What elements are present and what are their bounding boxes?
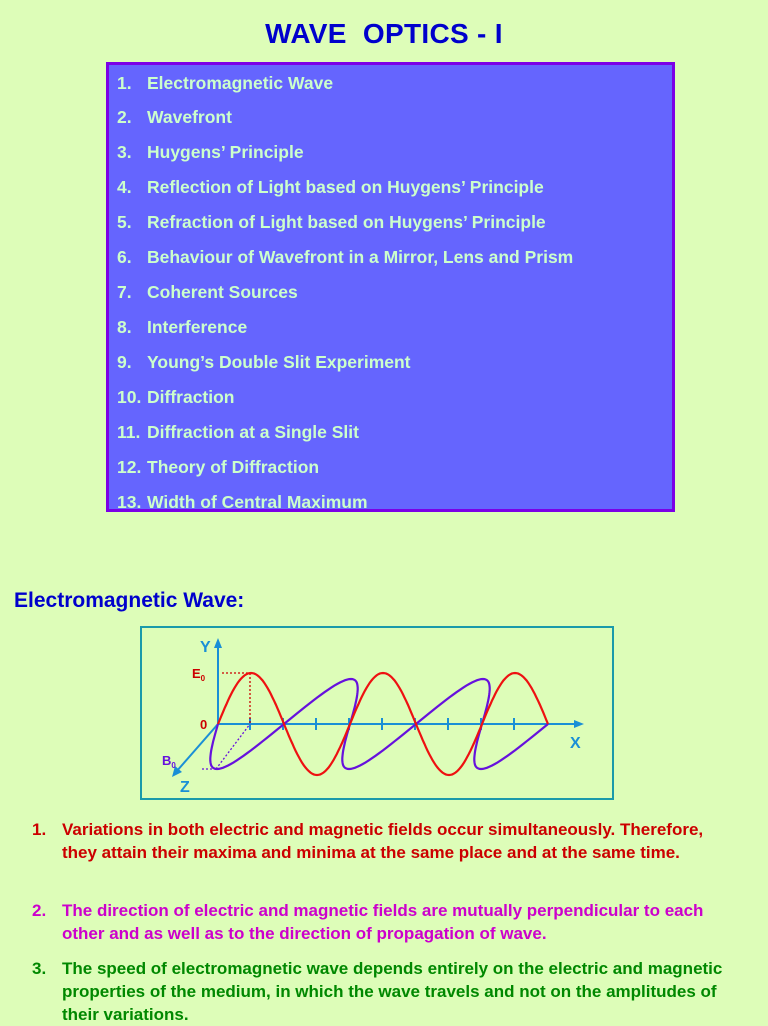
- x-axis-arrow: [574, 720, 584, 728]
- page-title: WAVE OPTICS - I: [265, 18, 503, 49]
- em-wave-svg: [142, 628, 612, 798]
- property-text: Variations in both electric and magnetic fields occur simultaneously. Therefore, they attain their maxima and minima at the same place and at the same time.: [62, 820, 704, 862]
- topic-item: [117, 280, 298, 304]
- topic-number: 8.: [117, 317, 132, 337]
- topic-number: 9.: [117, 352, 132, 372]
- electric-amplitude-label: $E_0$: [192, 666, 206, 683]
- topic-item: [117, 71, 333, 95]
- property-item: [32, 899, 738, 945]
- property-number: 2.: [32, 901, 47, 920]
- topic-item: [117, 490, 368, 514]
- topic-list: [106, 62, 675, 512]
- property-text: The speed of electromagnetic wave depends entirely on the electric and magnetic properties of the medium, in which the wave travels and not on the amplitudes of their variations.: [62, 959, 723, 1024]
- topic-label: Coherent Sources: [147, 282, 298, 302]
- topic-item: [117, 315, 247, 339]
- topic-label: Huygens’ Principle: [147, 142, 304, 162]
- y-axis-arrow: [214, 638, 222, 648]
- topic-label: Behaviour of Wavefront in a Mirror, Lens and Prism: [147, 247, 574, 267]
- topic-item: [117, 140, 304, 164]
- topic-number: 2.: [117, 107, 132, 127]
- x-axis-label: X: [570, 735, 581, 752]
- property-text: The direction of electric and magnetic fields are mutually perpendicular to each other and as well as to the direction of propagation of wave.: [62, 901, 704, 943]
- topic-item: [117, 175, 544, 199]
- topic-number: 7.: [117, 282, 132, 302]
- amplitude-guides: [222, 673, 250, 724]
- y-axis-label: Y: [200, 639, 211, 656]
- topic-label: Theory of Diffraction: [147, 457, 320, 477]
- property-item: [32, 818, 738, 864]
- topic-label: Interference: [147, 317, 248, 337]
- topic-item: [117, 420, 359, 444]
- topic-label: Young’s Double Slit Experiment: [147, 352, 411, 372]
- topic-label: Width of Central Maximum: [147, 492, 368, 512]
- z-axis-label: Z: [180, 779, 190, 796]
- topic-item: [117, 350, 411, 374]
- topic-number: 5.: [117, 212, 132, 232]
- topic-item: [117, 245, 573, 269]
- topic-label: Diffraction at a Single Slit: [147, 422, 359, 442]
- magnetic-amplitude-label: $B_0$: [162, 753, 176, 770]
- topic-label: Reflection of Light based on Huygens’ Principle: [147, 177, 544, 197]
- topic-label: Electromagnetic Wave: [147, 73, 334, 93]
- topic-item: [117, 105, 232, 129]
- topic-item: [117, 210, 546, 234]
- em-wave-diagram: [140, 626, 614, 800]
- topic-number: 6.: [117, 247, 132, 267]
- topic-number: 11.: [117, 422, 141, 442]
- topic-number: 4.: [117, 177, 132, 197]
- property-item: [32, 957, 738, 1026]
- topic-number: 1.: [117, 73, 132, 93]
- topic-item: [117, 455, 319, 479]
- topic-label: Refraction of Light based on Huygens’ Principle: [147, 212, 546, 232]
- property-number: 3.: [32, 959, 47, 978]
- topic-number: 3.: [117, 142, 132, 162]
- topic-number: 10.: [117, 387, 142, 407]
- property-number: 1.: [32, 820, 47, 839]
- topic-label: Wavefront: [147, 107, 232, 127]
- topic-item: [117, 385, 235, 409]
- origin-label: 0: [200, 717, 208, 732]
- section-heading: Electromagnetic Wave:: [14, 589, 245, 612]
- topic-number: 13.: [117, 492, 142, 512]
- topic-label: Diffraction: [147, 387, 235, 407]
- topic-number: 12.: [117, 457, 142, 477]
